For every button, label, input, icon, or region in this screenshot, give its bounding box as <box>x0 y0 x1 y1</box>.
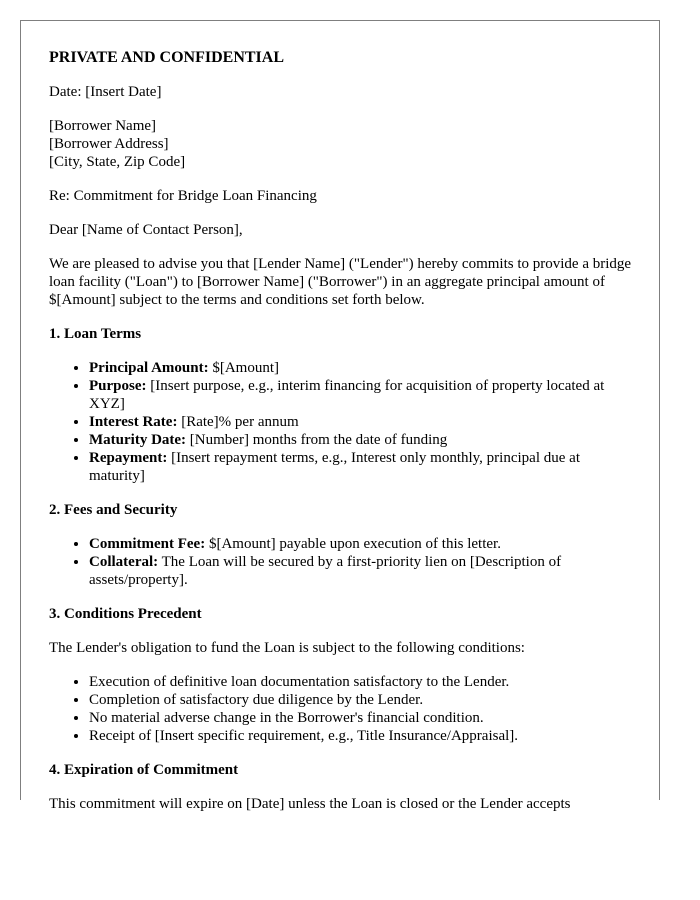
term-value: [Insert purpose, e.g., interim financing for acquisition of property located at XYZ] <box>89 378 605 412</box>
list-item <box>89 431 633 449</box>
term-value: $[Amount] <box>208 360 280 376</box>
list-item: • No material adverse change in the Borrower's financial condition. <box>89 709 633 727</box>
borrower-name-line: [Borrower Name] <box>49 118 157 134</box>
term-label: Maturity Date: <box>89 432 187 448</box>
list-item <box>89 535 633 553</box>
term-label: Interest Rate: <box>89 414 178 430</box>
term-value: The Loan will be secured by a first-priority lien on [Description of assets/property]. <box>89 554 562 588</box>
borrower-address-block <box>49 117 633 171</box>
list-item: • Completion of satisfactory due diligence by the Lender. <box>89 691 633 709</box>
borrower-city-line: [City, State, Zip Code] <box>49 154 186 170</box>
confidential-heading: PRIVATE AND CONFIDENTIAL <box>49 49 284 66</box>
list-item <box>89 449 633 485</box>
document-page <box>20 20 660 812</box>
section-conditions-heading: 3. Conditions Precedent <box>49 606 202 622</box>
intro-paragraph: We are pleased to advise you that [Lender Name] ("Lender") hereby commits to provide a bridge loan facility ("Loan") to [Borrower Name] ("Borrower") in an aggregate principal amount of $[Amount] subject to the terms and conditions set forth below. <box>49 256 632 308</box>
list-item: • Receipt of [Insert specific requirement, e.g., Title Insurance/Appraisal]. <box>89 727 633 745</box>
re-line: Re: Commitment for Bridge Loan Financing <box>49 188 317 204</box>
date-line: Date: [Insert Date] <box>49 84 162 100</box>
term-label: Purpose: <box>89 378 147 394</box>
section-expiration-heading: 4. Expiration of Commitment <box>49 762 239 778</box>
term-value: [Rate]% per annum <box>177 414 299 430</box>
list-item <box>89 413 633 431</box>
term-value: [Insert repayment terms, e.g., Interest only monthly, principal due at maturity] <box>89 450 580 484</box>
list-item: • Execution of definitive loan documentation satisfactory to the Lender. <box>89 673 633 691</box>
term-value: [Number] months from the date of funding <box>186 432 448 448</box>
loan-terms-list <box>49 359 633 485</box>
expiration-paragraph: This commitment will expire on [Date] unless the Loan is closed or the Lender accepts <box>49 796 571 812</box>
term-label: Repayment: <box>89 450 168 466</box>
borrower-address-line: [Borrower Address] <box>49 136 169 152</box>
fees-security-list <box>49 535 633 589</box>
conditions-intro: The Lender's obligation to fund the Loan is subject to the following conditions: <box>49 640 525 656</box>
salutation: Dear [Name of Contact Person], <box>49 222 243 238</box>
list-item <box>89 377 633 413</box>
term-value: $[Amount] payable upon execution of this letter. <box>205 536 501 552</box>
section-loan-terms-heading: 1. Loan Terms <box>49 326 142 342</box>
section-fees-security-heading: 2. Fees and Security <box>49 502 178 518</box>
list-item <box>89 359 633 377</box>
term-label: Collateral: <box>89 554 159 570</box>
term-label: Commitment Fee: <box>89 536 206 552</box>
conditions-list <box>49 673 633 745</box>
term-label: Principal Amount: <box>89 360 209 376</box>
letter-body <box>49 49 633 813</box>
list-item <box>89 553 633 589</box>
